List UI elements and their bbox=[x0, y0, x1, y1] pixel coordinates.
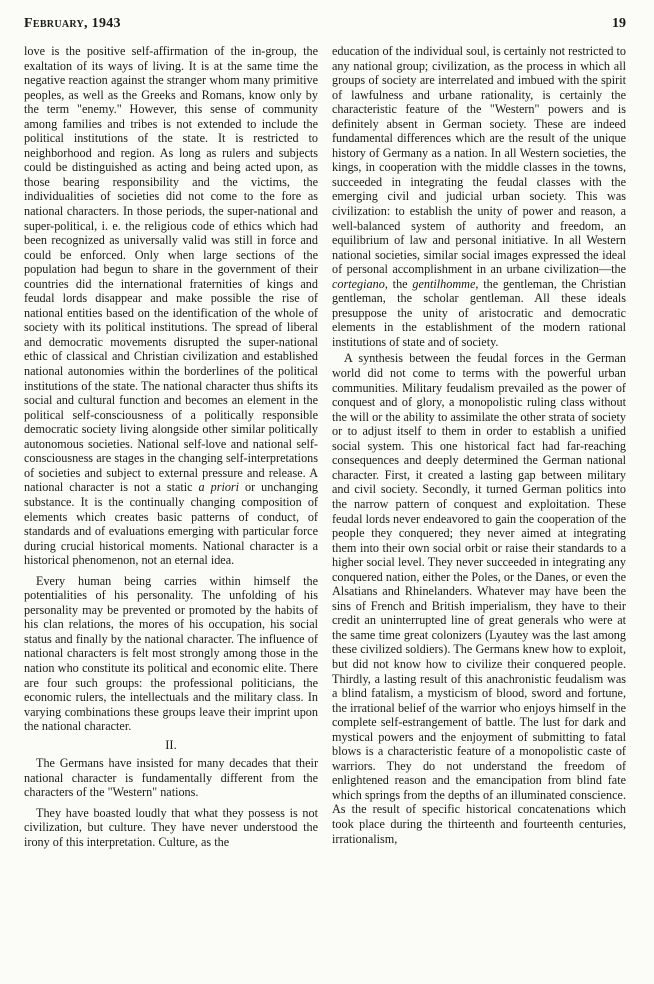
left-column bbox=[24, 44, 318, 850]
paragraph: love is the positive self-affirmation of the in-group, the exaltation of its ways of living. It is at the same time the negative reaction against the stranger whom many primitive peoples, as well as the Greeks and Romans, know only by the term "enemy." However, this sense of community among families and tribes is not extended to include the political institutions of the state. It is restricted to neighborhood and region. As long as rulers and subjects could be distinguished as acting and being acted upon, as those bearing responsibility and the victims, the individualities of societies did not come to the fore as national characters. In those periods, the super-national and super-political, i. e. the religious code of ethics which had been recognized as universally valid was still in force and could be enforced. Only when large sections of the population had begun to share in the government of their countries did the international fraternities of kings and feudal lords disappear and make possible the rise of national entities based on the identification of the whole of society with its political institutions. The spread of liberal and democratic movements disrupted the super-national ethic of classical and Christian civilization and established national autonomies within the borderlines of the political institutions of the state. The national character thus shifts its social and cultural function and becomes an element in the political self-consciousness of a politically responsible democratic society living alongside other similar politically autonomous societies. National self-love and national self-consciousness are stages in the changing self-interpretations of societies and subject to external pressure and release. A national character is not a static a priori or unchanging substance. It is the continually changing composition of elements which creates basic patterns of conduct, of standards and of evaluations emerging with particular force during crucial historical moments. National character is a historical phenomenon, not an eternal idea. bbox=[24, 44, 319, 568]
issue-date: February, 1943 bbox=[24, 16, 121, 31]
right-column bbox=[332, 44, 626, 850]
paragraph: A synthesis between the feudal forces in the German world did not come to terms with the powerful urban communities. Military feudalism prevailed as the power of conquest and of glory, a monopolistic ruling class without the will or the ability to assimilate the other strata of society or to adjust itself to them in order to establish a unified social system. This one historical fact had far-reaching consequences and deeply determined the German national character. First, it created a lasting gap between military and civil society. Secondly, it turned German politics into the narrow pattern of conquest and exploitation. These feudal lords never endeavored to gain the cooperation of the people they conquered; they never aimed at integrating them into their own social orbit or raise their standards to a higher social level. They never succeeded in integrating any conquered nation, either the Poles, or the Danes, or even the Alsatians and Rhinelanders. Whatever may have been the sins of French and British imperialism, they have to their credit an uninterrupted line of great generals who were at the same time great colonizers (Lyautey was the last among these civilized soldiers). The Germans knew how to exploit, but did not know how to civilize their conquered people. Thirdly, a lasting result of this anachronistic feudalism was a blind fatalism, a mysticism of blood, sword and fortune, the irrational belief of the warrior who enjoys himself in the complete self-estrangement of battle. The lust for dark and mystical powers and the enjoyment of submitting to fatal blows is a characteristic feature of a monopolistic caste of warriors. They do not understand the freedom of enlightened reason and the emancipation from blind fate which springs from the depths of an illuminated conscience. As the result of specific historical concatenations which took place during the thirteenth and fourteenth centuries, irrationalism, bbox=[332, 351, 626, 846]
paragraph: They have boasted loudly that what they possess is not civilization, but culture. They have never understood the irony of this interpretation. Culture, as the bbox=[24, 805, 318, 849]
paragraph: education of the individual soul, is certainly not restricted to any national group; civilization, as the process in which all groups of society are interrelated and imbued with the spirit of lawfulness and urbane rationality, is certainly the characteristic feature of the "Western" powers and is definitely absent in German society. These are indeed fundamental differences which are the result of the unique history of Germany as a nation. In all Western societies, the kings, in cooperation with the middle classes in the towns, succeeded in integrating the feudal classes with the emerging civil and judicial urban society. This was civilization: to establish the unity of power and reason, a well-balanced system of authority and freedom, an equilibrium of law and personal initiative. In all Western national societies, similar social images expressed the ideal of personal accomplishment in an urbane civilization—the cortegiano, the gentilhomme, the gentleman, the Christian gentleman, the scholar gentleman. All these ideals presuppose the unity of aristocratic and democratic elements in the establishment of the modern rational institutions of state and of society. bbox=[332, 44, 626, 349]
paragraph: Every human being carries within himself the potentialities of his personality. The unfolding of his personality may be prevented or promoted by the habits of his clan relations, the mores of his occupation, his social status and finally by the national character. The influence of national characters is felt most strongly among those in the nation who constitute its political and economic elite. There are four such groups: the professional politicians, the economic rulers, the intellectuals and the military class. In varying combinations these groups leave their imprint upon the national character. bbox=[24, 573, 318, 734]
running-head bbox=[24, 16, 626, 38]
text-columns bbox=[24, 44, 626, 850]
section-heading: II. bbox=[165, 737, 177, 752]
page-number: 19 bbox=[612, 16, 626, 31]
paragraph: The Germans have insisted for many decades that their national character is fundamentally different from the characters of the "Western" nations. bbox=[24, 756, 318, 800]
